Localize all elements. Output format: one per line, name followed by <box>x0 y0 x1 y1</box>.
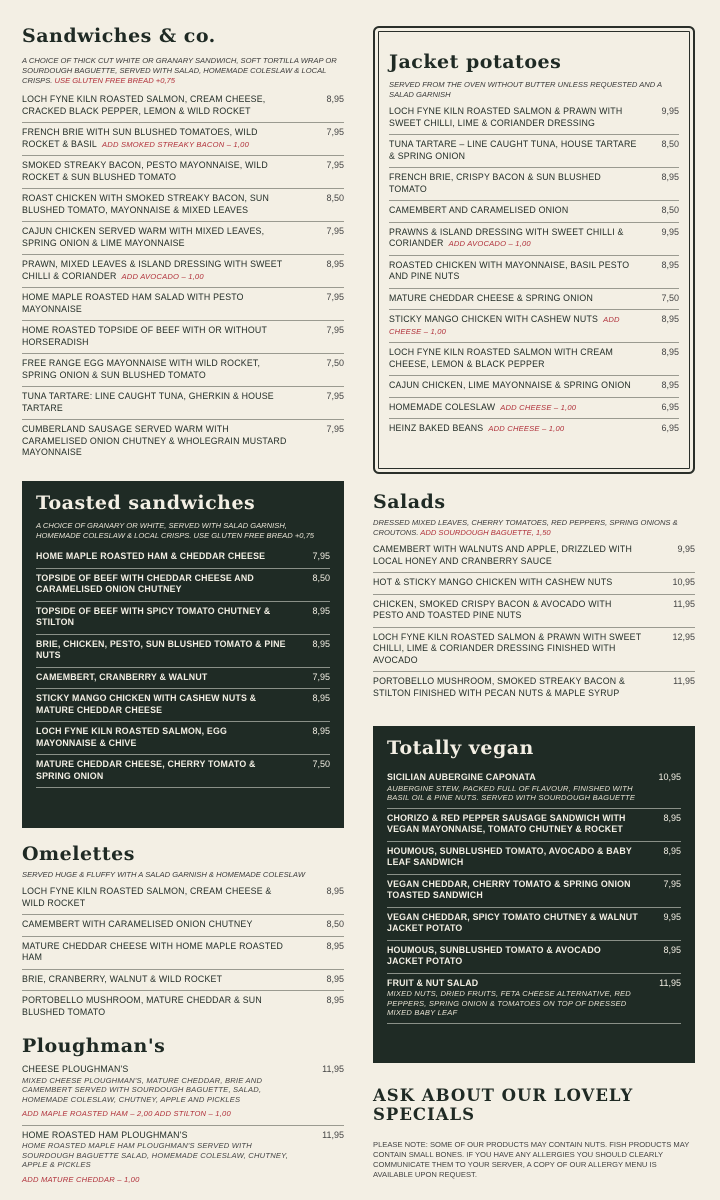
menu-item-title: CAMEMBERT WITH WALNUTS AND APPLE, DRIZZLED WITH LOCAL HONEY AND CRANBERRY SAUCE <box>373 544 632 566</box>
menu-item-name <box>387 912 639 935</box>
menu-item <box>22 387 344 420</box>
menu-item-price: 8,50 <box>661 139 679 149</box>
menu-item-price: 8,50 <box>326 919 344 929</box>
menu-item-name <box>387 945 639 968</box>
menu-item-name <box>22 193 292 216</box>
menu-item-title: BRIE, CHICKEN, PESTO, SUN BLUSHED TOMATO & PINE NUTS <box>36 638 286 660</box>
menu-item <box>389 419 679 440</box>
menu-item-price: 8,95 <box>661 259 679 270</box>
menu-item <box>389 168 679 201</box>
menu-item-name <box>22 226 292 249</box>
menu-item-title: MATURE CHEDDAR CHEESE & SPRING ONION <box>389 292 594 303</box>
allergy-note: PLEASE NOTE: SOME OF OUR PRODUCTS MAY CONTAIN NUTS. FISH PRODUCTS MAY CONTAIN SMALL BONES. IF YOU HAVE ANY ALLERGIES YOU SHOULD CLEARLY COMMUNICATE THEM TO YOUR SERVER, A COPY OF OUR ALLERGY MENU IS AVAILABLE UPON REQUEST. <box>373 1140 690 1179</box>
menu-item-price: 8,95 <box>312 605 330 616</box>
menu-item-price: 7,50 <box>661 292 679 303</box>
menu-item-title: HOME MAPLE ROASTED HAM SALAD WITH PESTO MAYONNAISE <box>22 292 244 314</box>
menu-item-name <box>389 227 639 250</box>
omelettes-description: SERVED HUGE & FLUFFY WITH A SALAD GARNISH & HOMEMADE COLESLAW <box>22 870 305 879</box>
toasted-list <box>36 547 330 788</box>
menu-item-title: TUNA TARTARE: LINE CAUGHT TUNA, GHERKIN & HOUSE TARTARE <box>22 391 274 413</box>
menu-item-name <box>36 693 288 716</box>
menu-item-name <box>22 995 292 1018</box>
menu-item-title: LOCH FYNE KILN ROASTED SALMON WITH CREAM CHEESE, LEMON & BLACK PEPPER <box>389 347 614 369</box>
menu-item <box>22 420 344 464</box>
menu-item <box>36 569 330 602</box>
menu-item <box>36 722 330 755</box>
menu-item-name <box>389 205 639 217</box>
omelettes-title: Omelettes <box>22 843 135 865</box>
menu-item-title: LOCH FYNE KILN ROASTED SALMON, CREAM CHEESE, CRACKED BLACK PEPPER, LEMON & WILD ROCKET <box>22 94 266 116</box>
menu-item <box>389 135 679 168</box>
menu-item-price: 7,95 <box>326 292 344 302</box>
menu-item-description: HOME ROASTED MAPLE HAM PLOUGHMAN'S SERVED WITH SOURDOUGH BAGUETTE SALAD, HOMEMADE COLESLAW, CHUTNEY, APPLE & PICKLES <box>22 1141 289 1169</box>
menu-item-title: MATURE CHEDDAR CHEESE, CHERRY TOMATO & SPRING ONION <box>36 759 256 781</box>
menu-item <box>22 937 344 970</box>
salads-description: DRESSED MIXED LEAVES, CHERRY TOMATOES, RED PEPPERS, SPRING ONIONS & CROUTONS. ADD SOURDOUGH BAGUETTE, 1,50 <box>373 518 678 537</box>
menu-item <box>389 376 679 398</box>
menu-item-price: 8,50 <box>661 205 679 215</box>
menu-item-name <box>36 759 288 782</box>
menu-item-addon: ADD CHEESE – 1,00 <box>389 315 620 336</box>
jacket-section <box>373 26 695 474</box>
menu-item-title: CHICKEN, SMOKED CRISPY BACON & AVOCADO WITH PESTO AND TOASTED PINE NUTS <box>373 598 612 620</box>
menu-item-price: 11,95 <box>673 598 695 609</box>
menu-item-price: 8,95 <box>326 973 344 984</box>
menu-item-price: 11,95 <box>322 1064 344 1074</box>
menu-item-title: PORTOBELLO MUSHROOM, SMOKED STREAKY BACON & STILTON FINISHED WITH PECAN NUTS & MAPLE SYRUP <box>373 676 626 698</box>
menu-item-title: BRIE, CRANBERRY, WALNUT & WILD ROCKET <box>22 973 223 984</box>
menu-item-price: 8,50 <box>326 193 344 203</box>
menu-item-name <box>22 941 292 964</box>
menu-item-name <box>373 577 643 589</box>
menu-item <box>22 915 344 937</box>
menu-item-price: 8,95 <box>312 726 330 736</box>
menu-item-title: HOT & STICKY MANGO CHICKEN WITH CASHEW NUTS <box>373 577 613 587</box>
menu-item-title: PRAWN, MIXED LEAVES & ISLAND DRESSING WITH SWEET CHILLI & CORIANDER <box>22 259 283 281</box>
menu-item-price: 9,95 <box>661 106 679 116</box>
menu-item-title: CAMEMBERT AND CARAMELISED ONION <box>389 205 569 215</box>
jacket-list <box>389 102 679 440</box>
menu-item <box>387 908 681 941</box>
menu-item-price: 7,95 <box>663 878 681 889</box>
menu-item-addon: ADD MATURE CHEDDAR – 1,00 <box>22 1174 140 1184</box>
vegan-section <box>373 726 695 1063</box>
menu-item <box>22 123 344 156</box>
menu-item-title: PRAWNS & ISLAND DRESSING WITH SWEET CHILLI & CORIANDER <box>389 226 624 248</box>
sandwiches-list <box>22 90 344 464</box>
menu-item <box>389 223 679 256</box>
menu-item <box>22 882 344 915</box>
ploughmans-list <box>22 1060 344 1190</box>
menu-item <box>36 668 330 690</box>
menu-item-title: HOME ROASTED TOPSIDE OF BEEF WITH OR WITHOUT HORSERADISH <box>22 325 267 347</box>
menu-item-title: PORTOBELLO MUSHROOM, MATURE CHEDDAR & SUN BLUSHED TOMATO <box>22 995 262 1017</box>
menu-item <box>22 354 344 387</box>
menu-item-name <box>22 1064 292 1120</box>
menu-item-title: HOUMOUS, SUNBLUSHED TOMATO & AVOCADO JACKET POTATO <box>387 944 601 966</box>
menu-item-title: STICKY MANGO CHICKEN WITH CASHEW NUTS <box>389 314 599 324</box>
menu-item-description: MIXED NUTS, DRIED FRUITS, FETA CHEESE ALTERNATIVE, RED PEPPERS, SPRING ONION & TOMATOES ON TOP OF DRESSED MIXED BABY LEAF <box>387 989 631 1017</box>
vegan-title: Totally vegan <box>387 737 534 759</box>
menu-item-title: CHEESE PLOUGHMAN'S <box>22 1064 129 1074</box>
menu-item-price: 7,95 <box>326 391 344 401</box>
menu-item-price: 8,95 <box>326 886 344 896</box>
menu-item-title: STICKY MANGO CHICKEN WITH CASHEW NUTS & MATURE CHEDDAR CHEESE <box>36 693 257 715</box>
menu-item-name <box>389 106 639 129</box>
menu-item-title: FREE RANGE EGG MAYONNAISE WITH WILD ROCKET, SPRING ONION & SUN BLUSHED TOMATO <box>22 358 261 380</box>
menu-item <box>389 398 679 420</box>
menu-item-addon: ADD SMOKED STREAKY BACON – 1,00 <box>102 139 250 149</box>
menu-item-price: 9,95 <box>663 911 681 922</box>
menu-item-title: CAMEMBERT WITH CARAMELISED ONION CHUTNEY <box>22 919 253 929</box>
salads-section <box>373 490 695 704</box>
menu-item-name <box>36 639 288 662</box>
vegan-list <box>387 768 681 1024</box>
menu-item-title: HOME MAPLE ROASTED HAM & CHEDDAR CHEESE <box>36 551 266 561</box>
menu-item-price: 11,95 <box>659 977 681 988</box>
menu-item <box>389 343 679 376</box>
menu-item-price: 8,50 <box>312 572 330 583</box>
menu-item <box>389 310 679 343</box>
menu-item-title: FRENCH BRIE WITH SUN BLUSHED TOMATOES, WILD ROCKET & BASIL <box>22 127 258 149</box>
menu-item-price: 7,50 <box>312 759 330 769</box>
menu-item-price: 9,95 <box>677 544 695 554</box>
specials-heading: ASK ABOUT OUR LOVELY SPECIALS <box>373 1086 634 1124</box>
menu-item-name <box>22 886 292 909</box>
menu-item-name <box>389 380 639 392</box>
menu-item-price: 8,95 <box>661 314 679 324</box>
menu-item-name <box>387 978 639 1018</box>
menu-item <box>22 156 344 189</box>
menu-item-name <box>22 127 292 150</box>
menu-item-price: 8,95 <box>663 812 681 823</box>
menu-item-name <box>387 879 639 902</box>
sandwiches-section <box>22 24 344 464</box>
menu-item-title: HOUMOUS, SUNBLUSHED TOMATO, AVOCADO & BABY LEAF SANDWICH <box>387 845 632 867</box>
menu-item-title: SICILIAN AUBERGINE CAPONATA <box>387 772 536 782</box>
menu-item-name <box>373 676 643 699</box>
menu-item-description: AUBERGINE STEW, PACKED FULL OF FLAVOUR, FINISHED WITH BASIL OIL & PINE NUTS. SERVED WITH SOURDOUGH BAGUETTE <box>387 783 636 802</box>
menu-item-price: 8,95 <box>663 845 681 856</box>
menu-item <box>373 573 695 595</box>
menu-item-addon: ADD AVOCADO – 1,00 <box>448 239 531 248</box>
menu-item-price: 7,95 <box>326 160 344 170</box>
menu-item-name <box>389 260 639 283</box>
menu-item-price: 7,95 <box>326 325 344 335</box>
menu-item <box>22 90 344 123</box>
menu-item-name <box>373 632 643 667</box>
menu-item-name <box>36 573 288 596</box>
menu-item <box>22 970 344 992</box>
menu-item-title: HOME ROASTED HAM PLOUGHMAN'S <box>22 1129 188 1140</box>
sandwiches-title: Sandwiches & co. <box>22 25 216 47</box>
menu-item-name <box>389 139 639 162</box>
menu-item-price: 11,95 <box>673 676 695 686</box>
menu-item-title: TOPSIDE OF BEEF WITH CHEDDAR CHEESE AND CARAMELISED ONION CHUTNEY <box>36 572 254 594</box>
menu-item-price: 7,95 <box>326 226 344 236</box>
menu-item-name <box>389 314 639 337</box>
menu-item-title: LOCH FYNE KILN ROASTED SALMON, CREAM CHEESE & WILD ROCKET <box>22 886 272 908</box>
menu-item <box>387 768 681 809</box>
menu-item <box>389 256 679 289</box>
jacket-title: Jacket potatoes <box>389 51 562 73</box>
menu-item-name <box>389 423 639 435</box>
sandwiches-description: A CHOICE OF THICK CUT WHITE OR GRANARY SANDWICH, SOFT TORTILLA WRAP OR SOURDOUGH BAGUETTE, SERVED WITH SALAD, HOMEMADE COLESLAW & LOCAL CRISPS. USE GLUTEN FREE BREAD +0,75 <box>22 56 337 85</box>
menu-item-title: FRUIT & NUT SALAD <box>387 977 479 988</box>
menu-item-name <box>22 292 292 315</box>
menu-item-price: 7,95 <box>326 127 344 137</box>
menu-item-price: 10,95 <box>672 577 695 587</box>
menu-item-price: 8,95 <box>312 693 330 703</box>
omelettes-section <box>22 842 344 1023</box>
menu-item <box>22 1126 344 1191</box>
menu-item <box>22 1060 344 1126</box>
menu-item-addon: ADD AVOCADO – 1,00 <box>121 271 204 281</box>
menu-item-title: CHORIZO & RED PEPPER SAUSAGE SANDWICH WITH VEGAN MAYONNAISE, TOMATO CHUTNEY & ROCKET <box>387 812 626 834</box>
menu-item-price: 8,95 <box>661 347 679 357</box>
menu-item-name <box>387 813 639 836</box>
menu-item-name <box>22 391 292 414</box>
menu-item-title: TOPSIDE OF BEEF WITH SPICY TOMATO CHUTNEY & STILTON <box>36 605 271 627</box>
menu-item <box>22 991 344 1023</box>
menu-item-name <box>36 726 288 749</box>
menu-item-title: LOCH FYNE KILN ROASTED SALMON & PRAWN WITH SWEET CHILLI, LIME & CORIANDER DRESSING FINISHED WITH AVOCADO <box>373 631 642 665</box>
menu-item-price: 8,95 <box>326 995 344 1005</box>
jacket-description: SERVED FROM THE OVEN WITHOUT BUTTER UNLESS REQUESTED AND A SALAD GARNISH <box>389 80 662 99</box>
menu-item-price: 10,95 <box>658 772 681 782</box>
menu-item-name <box>22 424 292 459</box>
menu-item-title: CAMEMBERT, CRANBERRY & WALNUT <box>36 671 208 682</box>
menu-item-name <box>22 325 292 348</box>
ploughmans-section <box>22 1034 344 1190</box>
menu-item-name <box>389 402 639 414</box>
menu-item <box>373 595 695 628</box>
menu-item <box>387 875 681 908</box>
menu-item <box>389 201 679 223</box>
menu-item <box>22 222 344 255</box>
menu-item-title: CUMBERLAND SAUSAGE SERVED WARM WITH CARAMELISED ONION CHUTNEY & WHOLEGRAIN MUSTARD MAYONNAISE <box>22 424 287 457</box>
menu-item-name <box>387 772 639 803</box>
menu-item-name <box>22 259 292 282</box>
menu-item-name <box>22 974 292 986</box>
menu-item-price: 7,95 <box>312 671 330 682</box>
menu-item-price: 8,95 <box>326 259 344 269</box>
menu-item <box>22 255 344 288</box>
menu-item-price: 8,95 <box>326 940 344 951</box>
menu-item <box>36 689 330 722</box>
menu-item-price: 11,95 <box>322 1129 344 1140</box>
menu-item-price: 6,95 <box>661 401 679 412</box>
menu-item-price: 8,95 <box>326 94 344 104</box>
menu-item-price: 12,95 <box>672 631 695 642</box>
omelettes-list <box>22 882 344 1023</box>
menu-item-name <box>36 606 288 629</box>
specials-banner <box>373 1086 695 1180</box>
menu-item-price: 8,95 <box>661 172 679 182</box>
menu-item-title: MATURE CHEDDAR CHEESE WITH HOME MAPLE ROASTED HAM <box>22 940 284 962</box>
salads-title: Salads <box>373 491 446 513</box>
menu-item-price: 8,95 <box>663 944 681 955</box>
menu-item-description: MIXED CHEESE PLOUGHMAN'S, MATURE CHEDDAR, BRIE AND CAMEMBERT SERVED WITH SOURDOUGH BAGUETTE, SALAD, HOMEMADE COLESLAW, CHUTNEY, APPLE AND PICKLES <box>22 1075 263 1104</box>
menu-item-title: CAJUN CHICKEN SERVED WARM WITH MIXED LEAVES, SPRING ONION & LIME MAYONNAISE <box>22 226 265 248</box>
menu-item-name <box>22 1130 292 1186</box>
menu-item <box>387 974 681 1024</box>
menu-item-name <box>22 919 292 931</box>
menu-item-price: 6,95 <box>661 423 679 433</box>
menu-item <box>373 540 695 573</box>
menu-item-name <box>22 358 292 381</box>
menu-item-price: 7,95 <box>312 551 330 561</box>
menu-item-price: 8,95 <box>661 380 679 390</box>
menu-item <box>22 189 344 222</box>
menu-item-name <box>36 551 288 563</box>
menu-item-price: 7,50 <box>326 358 344 368</box>
menu-item-title: VEGAN CHEDDAR, SPICY TOMATO CHUTNEY & WALNUT JACKET POTATO <box>387 911 638 933</box>
salads-list <box>373 540 695 704</box>
menu-item-name <box>387 846 639 869</box>
menu-item-name <box>389 172 639 195</box>
menu-item-title: HOMEMADE COLESLAW <box>389 401 496 412</box>
menu-item-name <box>373 599 643 622</box>
menu-item <box>389 102 679 135</box>
ploughmans-title: Ploughman's <box>22 1035 166 1057</box>
menu-item-title: HEINZ BAKED BEANS <box>389 423 484 433</box>
menu-item <box>36 755 330 788</box>
menu-item-price: 8,95 <box>312 638 330 649</box>
menu-item-title: VEGAN CHEDDAR, CHERRY TOMATO & SPRING ONION TOASTED SANDWICH <box>387 878 631 900</box>
menu-item <box>36 635 330 668</box>
menu-item-title: LOCH FYNE KILN ROASTED SALMON, EGG MAYONNAISE & CHIVE <box>36 726 228 748</box>
menu-item <box>22 321 344 354</box>
menu-item-title: TUNA TARTARE – LINE CAUGHT TUNA, HOUSE TARTARE & SPRING ONION <box>389 139 637 161</box>
menu-item-name <box>389 293 639 305</box>
menu-item-price: 9,95 <box>661 226 679 237</box>
menu-item <box>387 809 681 842</box>
toasted-title: Toasted sandwiches <box>36 492 256 514</box>
menu-item-name <box>22 94 292 117</box>
menu-item-title: FRENCH BRIE, CRISPY BACON & SUN BLUSHED TOMATO <box>389 172 601 194</box>
menu-item-title: ROAST CHICKEN WITH SMOKED STREAKY BACON, SUN BLUSHED TOMATO, MAYONNAISE & MIXED LEAVES <box>22 193 270 215</box>
menu-item <box>389 289 679 311</box>
menu-item <box>22 288 344 321</box>
menu-item-title: LOCH FYNE KILN ROASTED SALMON & PRAWN WITH SWEET CHILLI, LIME & CORIANDER DRESSING <box>389 106 623 128</box>
menu-item-title: SMOKED STREAKY BACON, PESTO MAYONNAISE, WILD ROCKET & SUN BLUSHED TOMATO <box>22 160 268 182</box>
menu-item <box>387 941 681 974</box>
menu-item <box>387 842 681 875</box>
menu-item-name <box>389 347 639 370</box>
menu-item-title: CAJUN CHICKEN, LIME MAYONNAISE & SPRING ONION <box>389 380 631 390</box>
menu-item-name <box>373 544 643 567</box>
menu-item-name <box>36 672 288 684</box>
menu-item <box>373 672 695 704</box>
toasted-section <box>22 481 344 828</box>
menu-item <box>36 602 330 635</box>
menu-item <box>36 547 330 569</box>
menu-item <box>373 628 695 673</box>
menu-item-addon: ADD MAPLE ROASTED HAM – 2,00 ADD STILTON – 1,00 <box>22 1109 231 1118</box>
toasted-description: A CHOICE OF GRANARY OR WHITE, SERVED WITH SALAD GARNISH, HOMEMADE COLESLAW & LOCAL CRISPS. USE GLUTEN FREE BREAD +0,75 <box>36 521 315 540</box>
menu-item-addon: ADD CHEESE – 1,00 <box>500 402 577 412</box>
menu-item-name <box>22 160 292 183</box>
menu-item-title: ROASTED CHICKEN WITH MAYONNAISE, BASIL PESTO AND PINE NUTS <box>389 259 630 281</box>
menu-item-addon: ADD CHEESE – 1,00 <box>488 424 565 433</box>
menu-item-price: 7,95 <box>326 424 344 434</box>
